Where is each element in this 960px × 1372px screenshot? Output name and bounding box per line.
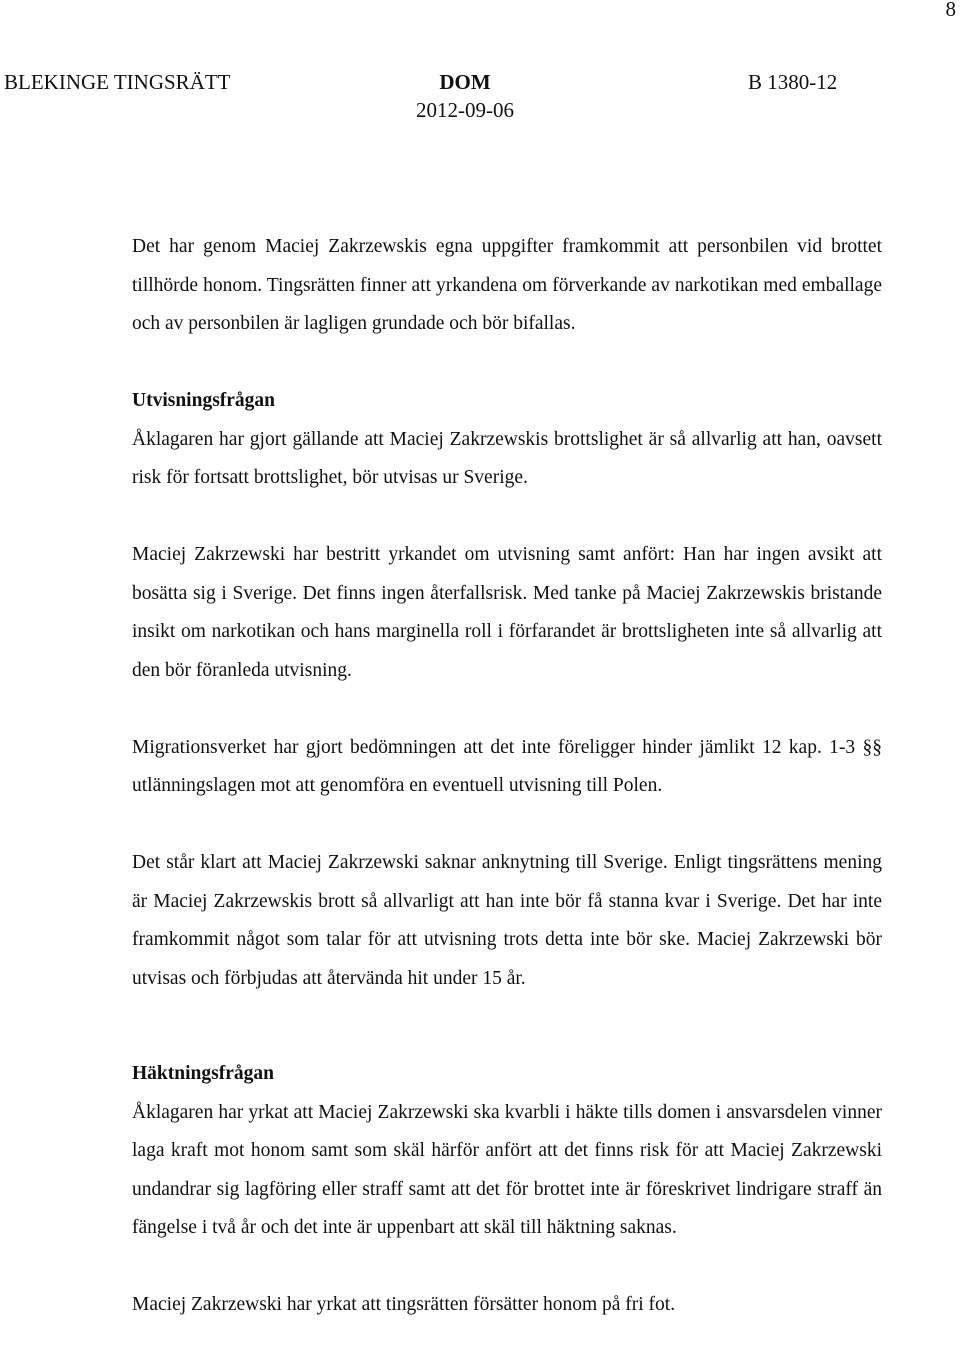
document-date: 2012-09-06 [416,98,514,122]
paragraph-migration-agency: Migrationsverket har gjort bedömningen att det inte föreligger hinder jämlikt 12 kap. 1-3 §§ utlänningslagen mot att genomföra en eventuell utvisning till Polen. [132,736,882,796]
paragraph-defense-expulsion: Maciej Zakrzewski har bestritt yrkandet om utvisning samt anfört: Han har ingen avsikt att bosätta sig i Sverige. Det finns ingen återfallsrisk. Med tanke på Maciej Zakrzewskis bristande insikt om narkotikan och hans marginella roll i förfarandet är brottsligheten inte så allvarlig att den bör föranleda utvisning. [132,544,882,681]
court-name: BLEKINGE TINGSRÄTT [4,70,231,94]
paragraph-prosecutor-detention: Åklagaren har yrkat att Maciej Zakrzewski ska kvarbli i häkte tills domen i ansvarsdelen vinner laga kraft mot honom samt som skäl härför anfört att det finns risk för att Maciej Zakrzewski undandrar sig lagföring eller straff samt att det för brottet inte är föreskrivet lindrigare straff än fängelse i två år och det inte är uppenbart att skäl till häktning saknas. [132,1101,882,1238]
heading-expulsion: Utvisningsfrågan [132,390,276,411]
case-number: B 1380-12 [748,70,838,94]
paragraph-court-expulsion: Det står klart att Maciej Zakrzewski saknar anknytning till Sverige. Enligt tingsrättens mening är Maciej Zakrzewskis brott så allvarligt att han inte bör få stanna kvar i Sverige. Det har inte framkommit något som talar för att utvisning trots detta inte bör ske. Maciej Zakrzewski bör utvisas och förbjudas att återvända hit under 15 år. [132,852,882,989]
document-type-block [400,72,530,121]
paragraph-prosecutor-expulsion: Åklagaren har gjort gällande att Maciej Zakrzewskis brottslighet är så allvarlig att han, oavsett risk för fortsatt brottslighet, bör utvisas ur Sverige. [132,428,882,488]
document-type: DOM [439,70,491,94]
document-body [132,228,882,1325]
page-number: 8 [945,0,956,21]
document-header [0,72,960,132]
paragraph-defense-detention: Maciej Zakrzewski har yrkat att tingsrätten försätter honom på fri fot. [132,1294,676,1315]
paragraph-forfeiture: Det har genom Maciej Zakrzewskis egna uppgifter framkommit att personbilen vid brottet tillhörde honom. Tingsrätten finner att yrkandena om förverkande av narkotikan med emballage och av personbilen är lagligen grundade och bör bifallas. [132,236,882,334]
heading-detention: Häktningsfrågan [132,1063,274,1084]
